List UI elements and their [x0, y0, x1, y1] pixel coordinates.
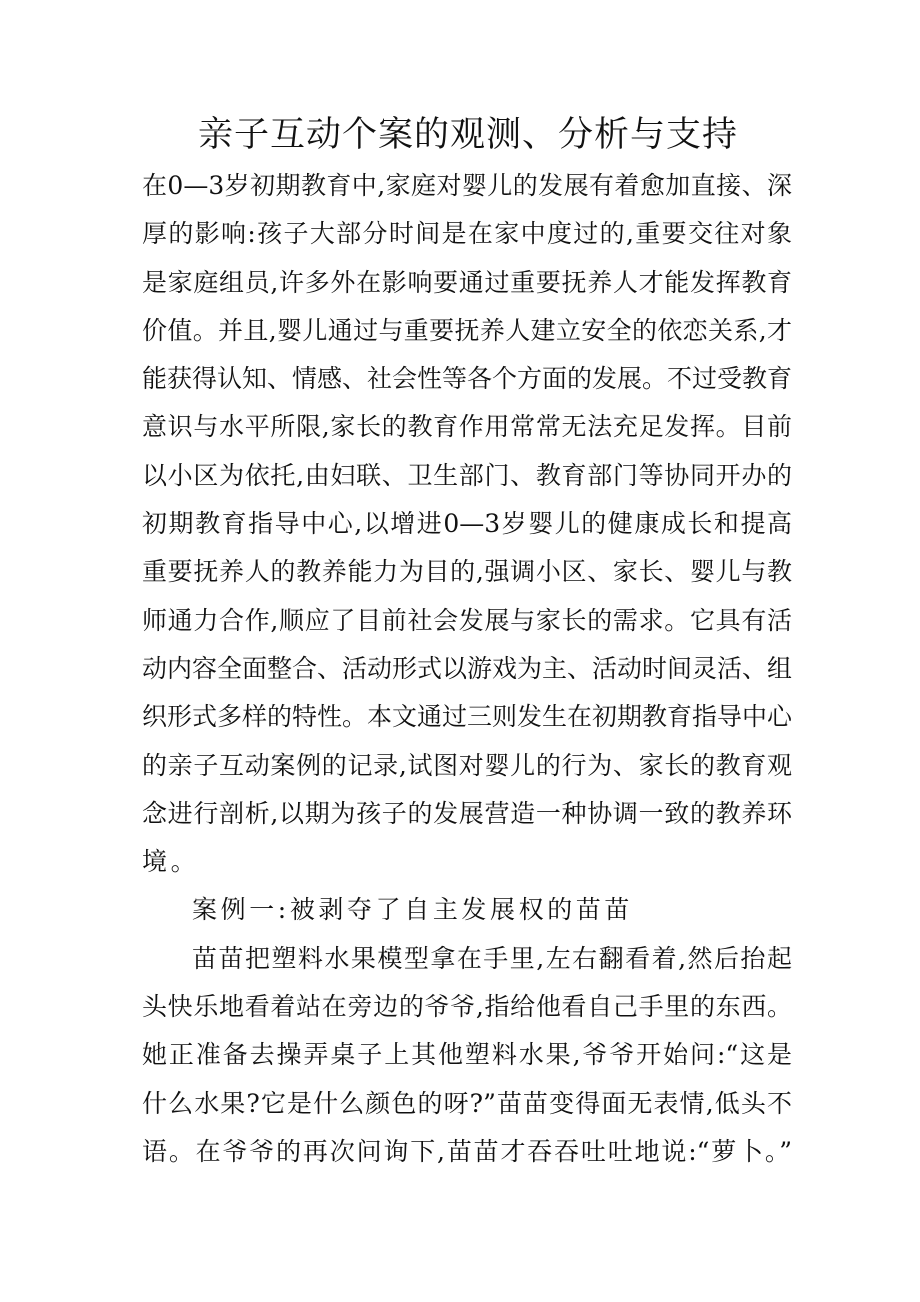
case-line: 语。在爷爷的再次问询下,苗苗才吞吞吐吐地说:“萝卜。”: [142, 1136, 792, 1166]
case-line: 头快乐地看着站在旁边的爷爷,指给他看自己手里的东西。: [142, 992, 792, 1022]
case-line: 她正准备去操弄桌子上其他塑料水果,爷爷开始问:“这是: [142, 1040, 792, 1070]
intro-line: 的亲子互动案例的记录,试图对婴儿的行为、家长的教育观: [142, 750, 792, 780]
case-heading: 案例一:被剥夺了自主发展权的苗苗: [192, 895, 634, 925]
intro-line: 价值。并且,婴儿通过与重要抚养人建立安全的依恋关系,才: [142, 315, 792, 345]
intro-line: 是家庭组员,许多外在影响要通过重要抚养人才能发挥教育: [142, 267, 792, 297]
intro-line: 师通力合作,顺应了目前社会发展与家长的需求。它具有活: [142, 605, 792, 635]
intro-line: 意识与水平所限,家长的教育作用常常无法充足发挥。目前: [142, 412, 792, 442]
intro-line: 以小区为依托,由妇联、卫生部门、教育部门等协同开办的: [142, 460, 792, 490]
document-body: [142, 164, 792, 1178]
intro-line: 念进行剖析,以期为孩子的发展营造一种协调一致的教养环: [142, 798, 792, 828]
intro-line: 厚的影响:孩子大部分时间是在家中度过的,重要交往对象: [142, 219, 792, 249]
intro-line: 初期教育指导中心,以增进0—3岁婴儿的健康成长和提高: [142, 509, 792, 539]
intro-line: 动内容全面整合、活动形式以游戏为主、活动时间灵活、组: [142, 653, 793, 683]
case-line: 苗苗把塑料水果模型拿在手里,左右翻看着,然后抬起: [192, 943, 792, 973]
intro-line: 重要抚养人的教养能力为目的,强调小区、家长、婴儿与教: [142, 557, 792, 587]
intro-line: 能获得认知、情感、社会性等各个方面的发展。不过受教育: [142, 364, 793, 394]
document-title: 亲子互动个案的观测、分析与支持: [197, 115, 738, 155]
intro-line: 织形式多样的特性。本文通过三则发生在初期教育指导中心: [142, 702, 793, 732]
intro-line: 在0—3岁初期教育中,家庭对婴儿的发展有着愈加直接、深: [142, 171, 792, 200]
case-line: 什么水果?它是什么颜色的呀?”苗苗变得面无表情,低头不: [142, 1088, 792, 1118]
intro-line: 境。: [142, 847, 200, 877]
